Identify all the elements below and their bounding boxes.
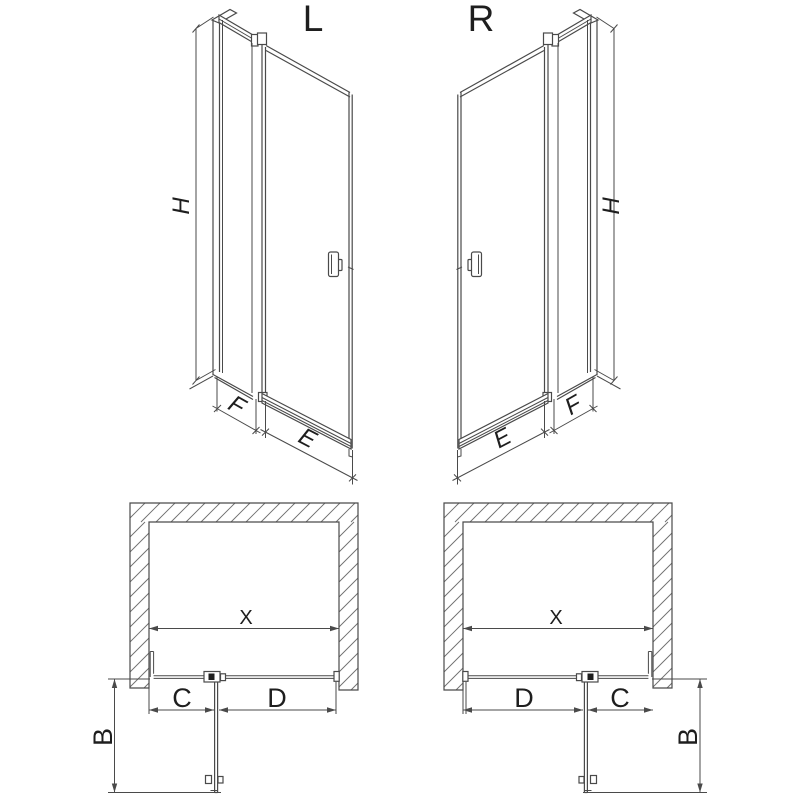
near-wall-segment-label: C xyxy=(172,683,192,713)
top-hinge xyxy=(252,33,267,46)
variant-label-right: R xyxy=(467,0,495,39)
handle-nub-left xyxy=(206,776,212,784)
handle-nub-right xyxy=(591,776,597,784)
segment-dimensions xyxy=(463,683,653,713)
wall-profile xyxy=(212,10,237,376)
door-panel xyxy=(457,45,552,457)
door-open-plan xyxy=(579,682,597,793)
height-dim-label: H xyxy=(598,197,625,215)
top-hinge xyxy=(544,33,559,46)
door-width-dim-label: E xyxy=(294,422,321,455)
elevation-left-diagram xyxy=(168,0,358,485)
opening-width-label: X xyxy=(549,607,563,629)
door-segment-label: D xyxy=(514,683,534,713)
door-panel xyxy=(259,45,354,457)
segment-dimensions xyxy=(149,683,336,713)
near-wall-segment-label: C xyxy=(610,683,630,713)
fixed-panel-plan xyxy=(150,652,204,679)
fixed-width-dim-label: F xyxy=(560,390,587,421)
door-open-plan xyxy=(206,682,224,793)
door-handle-icon xyxy=(329,252,343,277)
fixed-panel-plan xyxy=(598,652,652,679)
door-swing-label: B xyxy=(88,727,118,747)
handle-nub-right xyxy=(218,777,223,784)
door-width-dim-label: E xyxy=(489,422,516,455)
height-dimension xyxy=(595,17,626,385)
wall-hatching-top xyxy=(444,503,672,522)
height-dim-label: H xyxy=(168,197,195,215)
plan-left-diagram xyxy=(88,503,358,793)
fixed-width-dimension xyxy=(550,377,598,434)
wall-profile xyxy=(574,10,599,376)
door-swing-label: B xyxy=(673,727,703,747)
hinge-plan xyxy=(204,672,226,683)
door-swing-dimension xyxy=(88,679,221,793)
wall-hatching-left xyxy=(444,522,463,690)
door-segment-label: D xyxy=(267,683,287,713)
height-dimension xyxy=(168,17,216,385)
elevation-right-diagram xyxy=(453,0,626,485)
variant-label-left: L xyxy=(302,0,324,39)
wall-hatching-right xyxy=(653,522,672,688)
top-header-bar xyxy=(219,15,253,43)
door-swing-dimension xyxy=(583,679,707,793)
handle-nub-left xyxy=(579,777,584,784)
hinge-plan xyxy=(577,672,599,683)
plan-right-diagram xyxy=(444,503,707,793)
opening-width-label: X xyxy=(239,607,253,629)
top-header-bar xyxy=(557,15,591,43)
wall-hatching-right xyxy=(339,522,358,690)
fixed-width-dim-label: F xyxy=(223,390,250,421)
wall-hatching-top xyxy=(130,503,358,522)
wall-hatching-left xyxy=(130,522,149,688)
door-closed-plan xyxy=(226,672,340,682)
door-closed-plan xyxy=(463,672,577,682)
fixed-width-dimension xyxy=(213,377,261,434)
door-handle-icon xyxy=(468,252,482,277)
wall-outline xyxy=(444,503,672,690)
wall-outline xyxy=(130,503,358,690)
